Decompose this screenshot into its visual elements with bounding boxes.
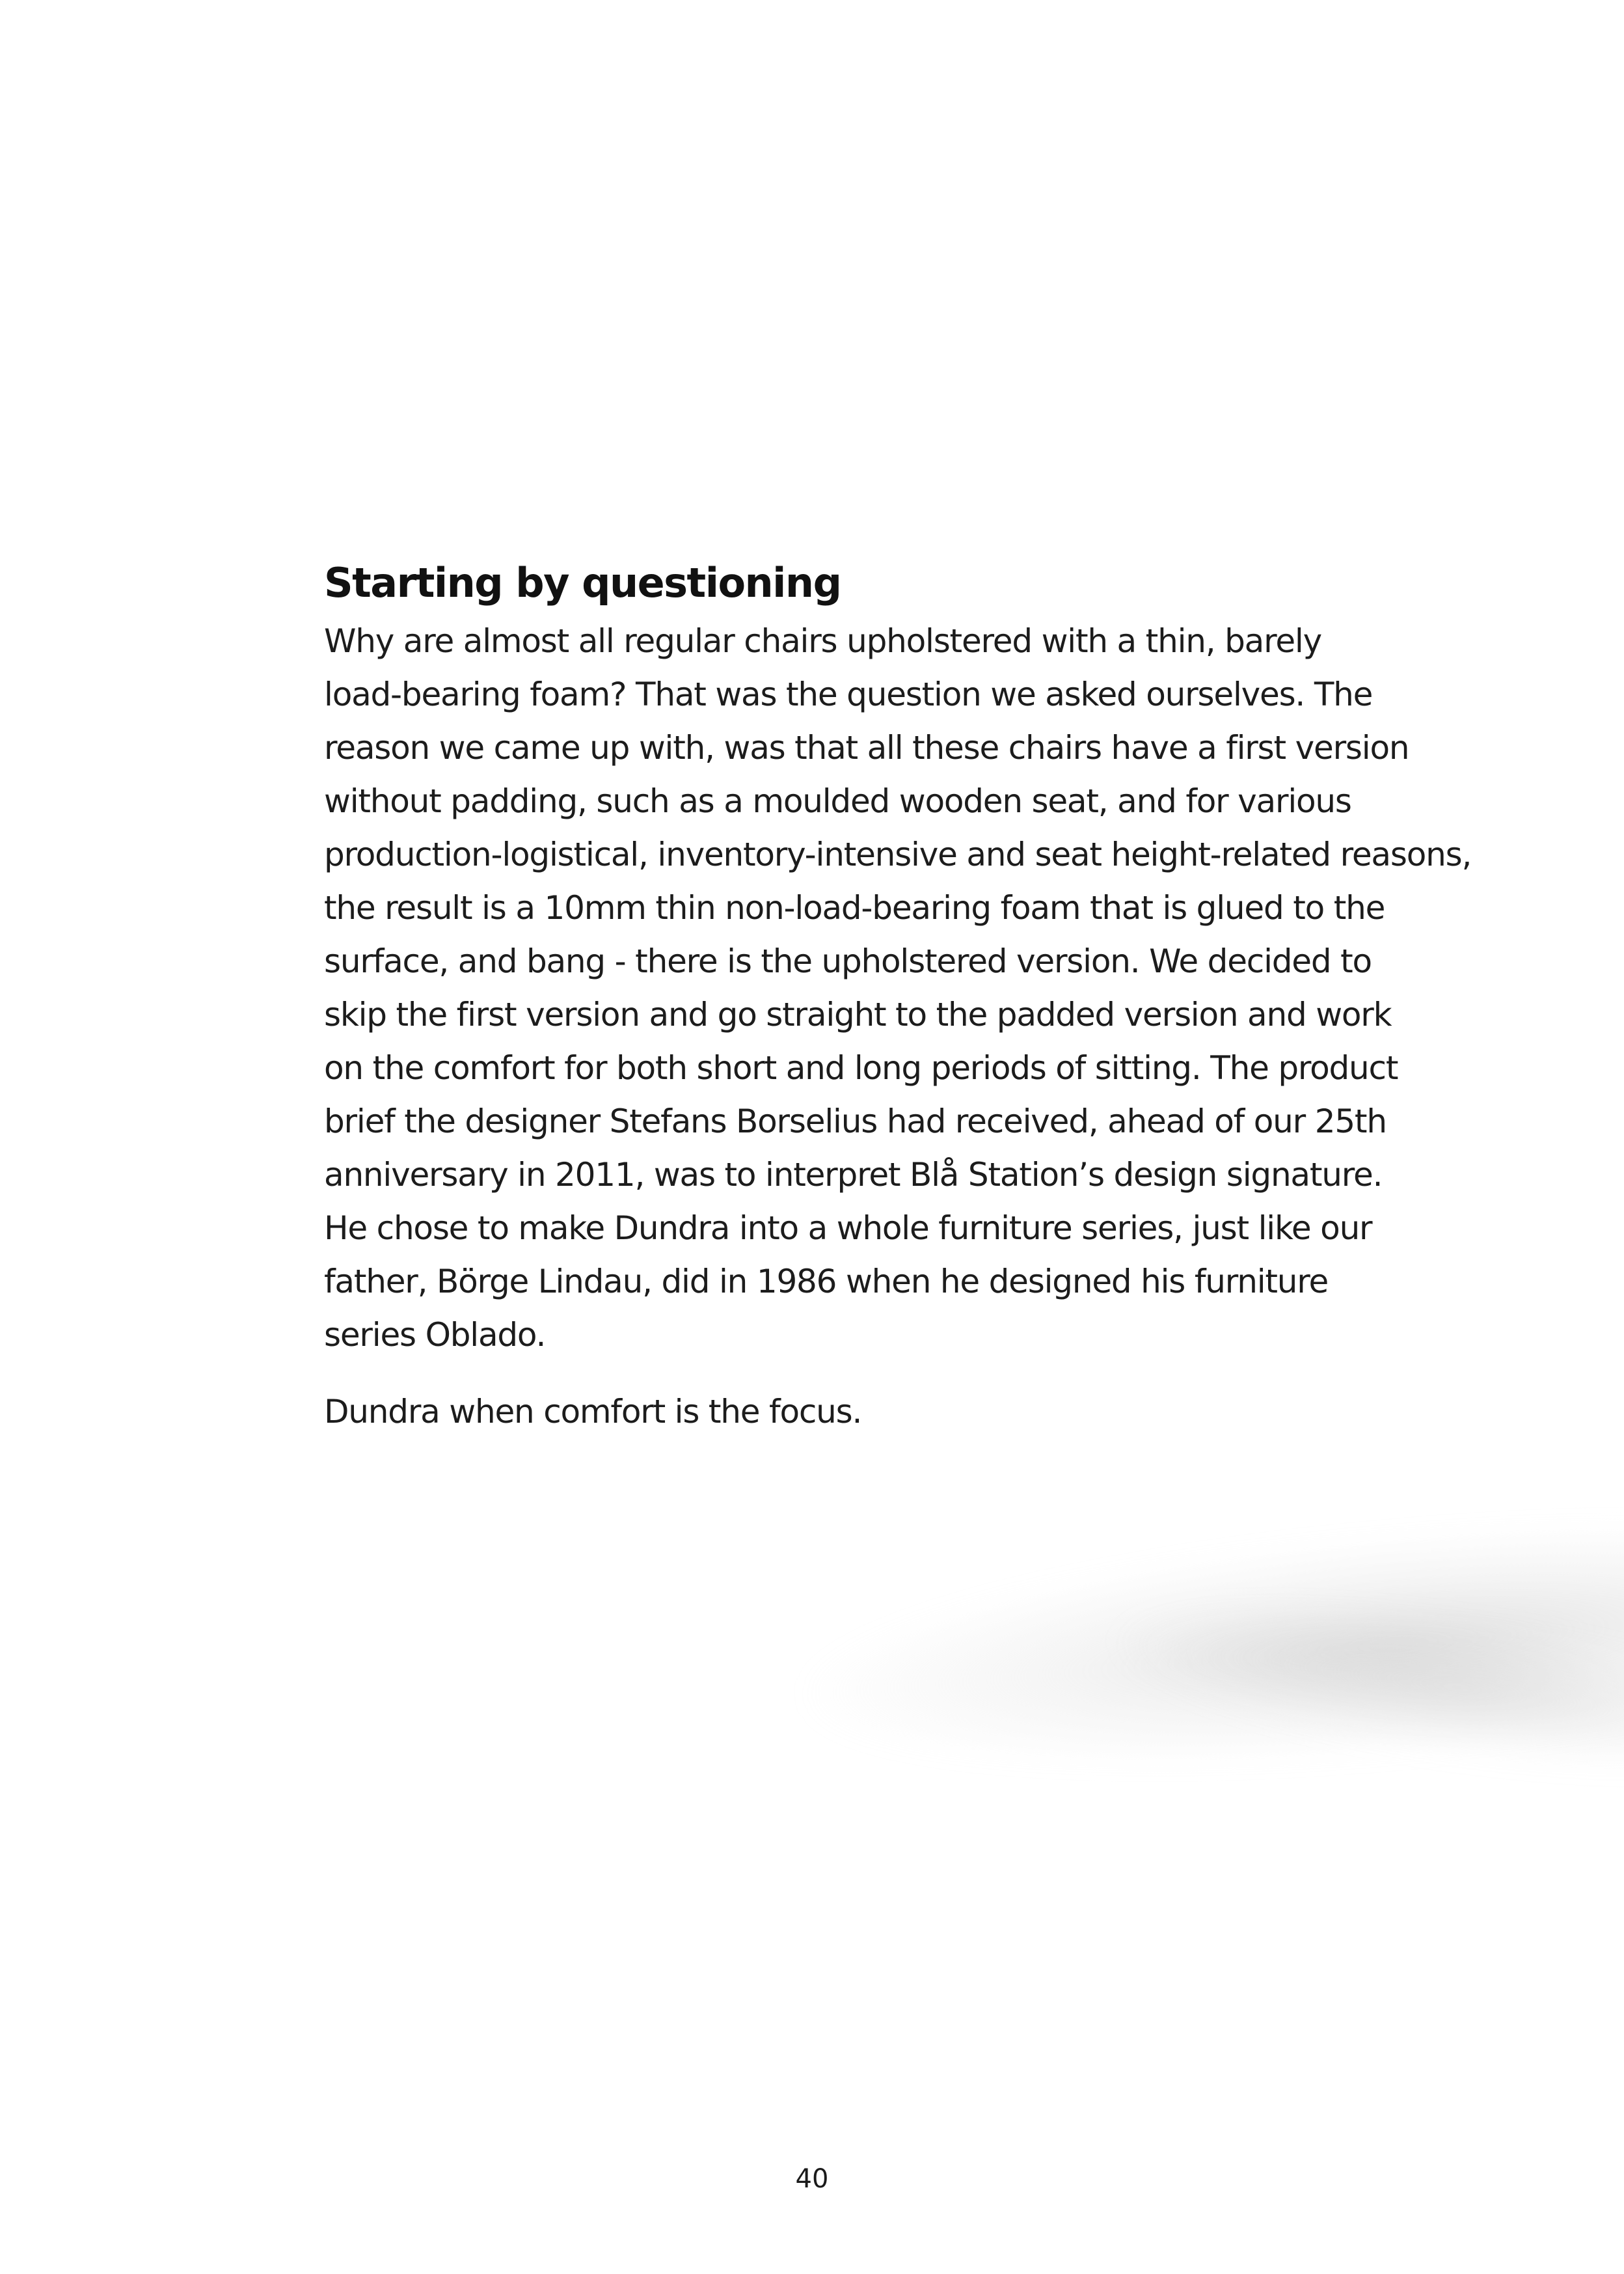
paragraph-line: on the comfort for both short and long periods of sitting. The product — [324, 1049, 1398, 1087]
paragraph-line: brief the designer Stefans Borselius had received, ahead of our 25th — [324, 1103, 1387, 1140]
page-number: 40 — [795, 2164, 829, 2194]
paragraph-line: load-bearing foam? That was the question we asked ourselves. The — [324, 676, 1373, 713]
closing-line: Dundra when comfort is the focus. — [324, 1393, 862, 1431]
section-heading: Starting by questioning — [324, 559, 841, 607]
paragraph-line: reason we came up with, was that all these chairs have a first version — [324, 729, 1409, 767]
paragraph-line: He chose to make Dundra into a whole furniture series, just like our — [324, 1209, 1372, 1247]
paragraph-line: surface, and bang - there is the upholstered version. We decided to — [324, 942, 1372, 980]
paragraph-line: without padding, such as a moulded wooden seat, and for various — [324, 782, 1351, 820]
paragraph-line: anniversary in 2011, was to interpret Blå Station’s design signature. — [324, 1156, 1383, 1194]
body-paragraph — [324, 614, 1472, 1362]
text-block — [324, 552, 1472, 1438]
paragraph-line: the result is a 10mm thin non-load-bearing foam that is glued to the — [324, 889, 1385, 927]
paragraph-line: production-logistical, inventory-intensive and seat height-related reasons, — [324, 836, 1472, 873]
paragraph-line: father, Börge Lindau, did in 1986 when he designed his furniture — [324, 1263, 1329, 1300]
paragraph-line: series Oblado. — [324, 1316, 546, 1354]
paragraph-line: Why are almost all regular chairs upholstered with a thin, barely — [324, 622, 1322, 660]
paragraph-line: skip the first version and go straight to the padded version and work — [324, 996, 1392, 1034]
